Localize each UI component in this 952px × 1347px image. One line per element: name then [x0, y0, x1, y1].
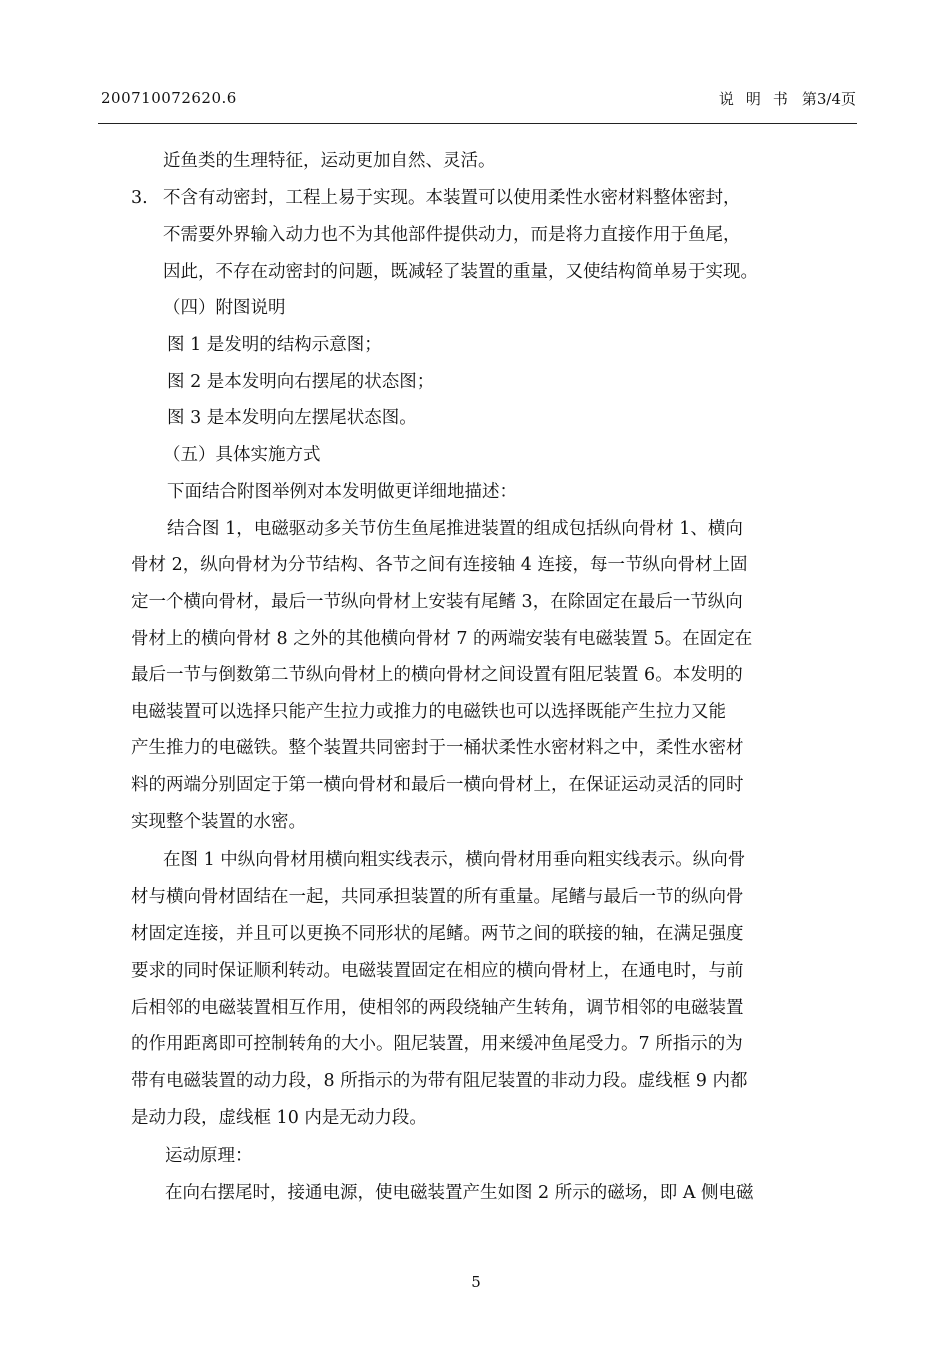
text-line: 实现整个装置的水密。	[131, 812, 306, 832]
text-line: 近鱼类的生理特征，运动更加自然、灵活。	[163, 151, 496, 171]
section-heading: （四）附图说明	[163, 298, 286, 318]
text-line: 结合图 1，电磁驱动多关节仿生鱼尾推进装置的组成包括纵向骨材 1、横向	[167, 519, 743, 539]
page-header-right	[719, 88, 856, 109]
text-line: 产生推力的电磁铁。整个装置共同密封于一桶状柔性水密材料之中，柔性水密材	[131, 738, 744, 758]
text-line: 是动力段，虚线框 10 内是无动力段。	[131, 1108, 427, 1128]
text-line: 图 1 是发明的结构示意图；	[167, 335, 382, 355]
header-rule	[98, 123, 857, 124]
text-line: 骨材上的横向骨材 8 之外的其他横向骨材 7 的两端安装有电磁装置 5。在固定在	[131, 629, 753, 649]
text-line: 后相邻的电磁装置相互作用，使相邻的两段绕轴产生转角，调节相邻的电磁装置	[131, 998, 744, 1018]
text-line: 因此，不存在动密封的问题，既减轻了装置的重量，又使结构简单易于实现。	[163, 262, 758, 282]
text-line: 在图 1 中纵向骨材用横向粗实线表示，横向骨材用垂向粗实线表示。纵向骨	[163, 850, 746, 870]
text-line: 料的两端分别固定于第一横向骨材和最后一横向骨材上，在保证运动灵活的同时	[131, 775, 744, 795]
text-line: 图 2 是本发明向右摆尾的状态图；	[167, 372, 435, 392]
section-heading: （五）具体实施方式	[163, 445, 321, 465]
page-label: 第3/4页	[801, 90, 856, 108]
text-line: 下面结合附图举例对本发明做更详细地描述：	[167, 482, 517, 502]
text-line: 定一个横向骨材，最后一节纵向骨材上安装有尾鳍 3，在除固定在最后一节纵向	[131, 592, 743, 612]
text-line: 图 3 是本发明向左摆尾状态图。	[167, 408, 417, 428]
text-line: 不含有动密封，工程上易于实现。本装置可以使用柔性水密材料整体密封，	[163, 188, 741, 208]
text-line: 骨材 2，纵向骨材为分节结构、各节之间有连接轴 4 连接，每一节纵向骨材上固	[131, 555, 748, 575]
patent-number: 200710072620.6	[101, 89, 237, 107]
text-line: 材与横向骨材固结在一起，共同承担装置的所有重量。尾鳍与最后一节的纵向骨	[131, 887, 744, 907]
item-number: 3.	[131, 188, 148, 208]
text-line: 材固定连接，并且可以更换不同形状的尾鳍。两节之间的联接的轴，在满足强度	[131, 924, 744, 944]
doc-type: 说明书	[718, 90, 800, 108]
text-line: 在向右摆尾时，接通电源，使电磁装置产生如图 2 所示的磁场，即 A 侧电磁	[165, 1183, 754, 1203]
text-line: 电磁装置可以选择只能产生拉力或推力的电磁铁也可以选择既能产生拉力又能	[131, 702, 726, 722]
text-line: 的作用距离即可控制转角的大小。阻尼装置，用来缓冲鱼尾受力。7 所指示的为	[131, 1034, 743, 1054]
text-line: 不需要外界输入动力也不为其他部件提供动力，而是将力直接作用于鱼尾，	[163, 225, 741, 245]
page-number: 5	[471, 1273, 481, 1291]
text-line: 最后一节与倒数第二节纵向骨材上的横向骨材之间设置有阻尼装置 6。本发明的	[131, 665, 743, 685]
text-line: 运动原理：	[165, 1146, 253, 1166]
text-line: 要求的同时保证顺利转动。电磁装置固定在相应的横向骨材上，在通电时，与前	[131, 961, 744, 981]
text-line: 带有电磁装置的动力段，8 所指示的为带有阻尼装置的非动力段。虚线框 9 内都	[131, 1071, 748, 1091]
